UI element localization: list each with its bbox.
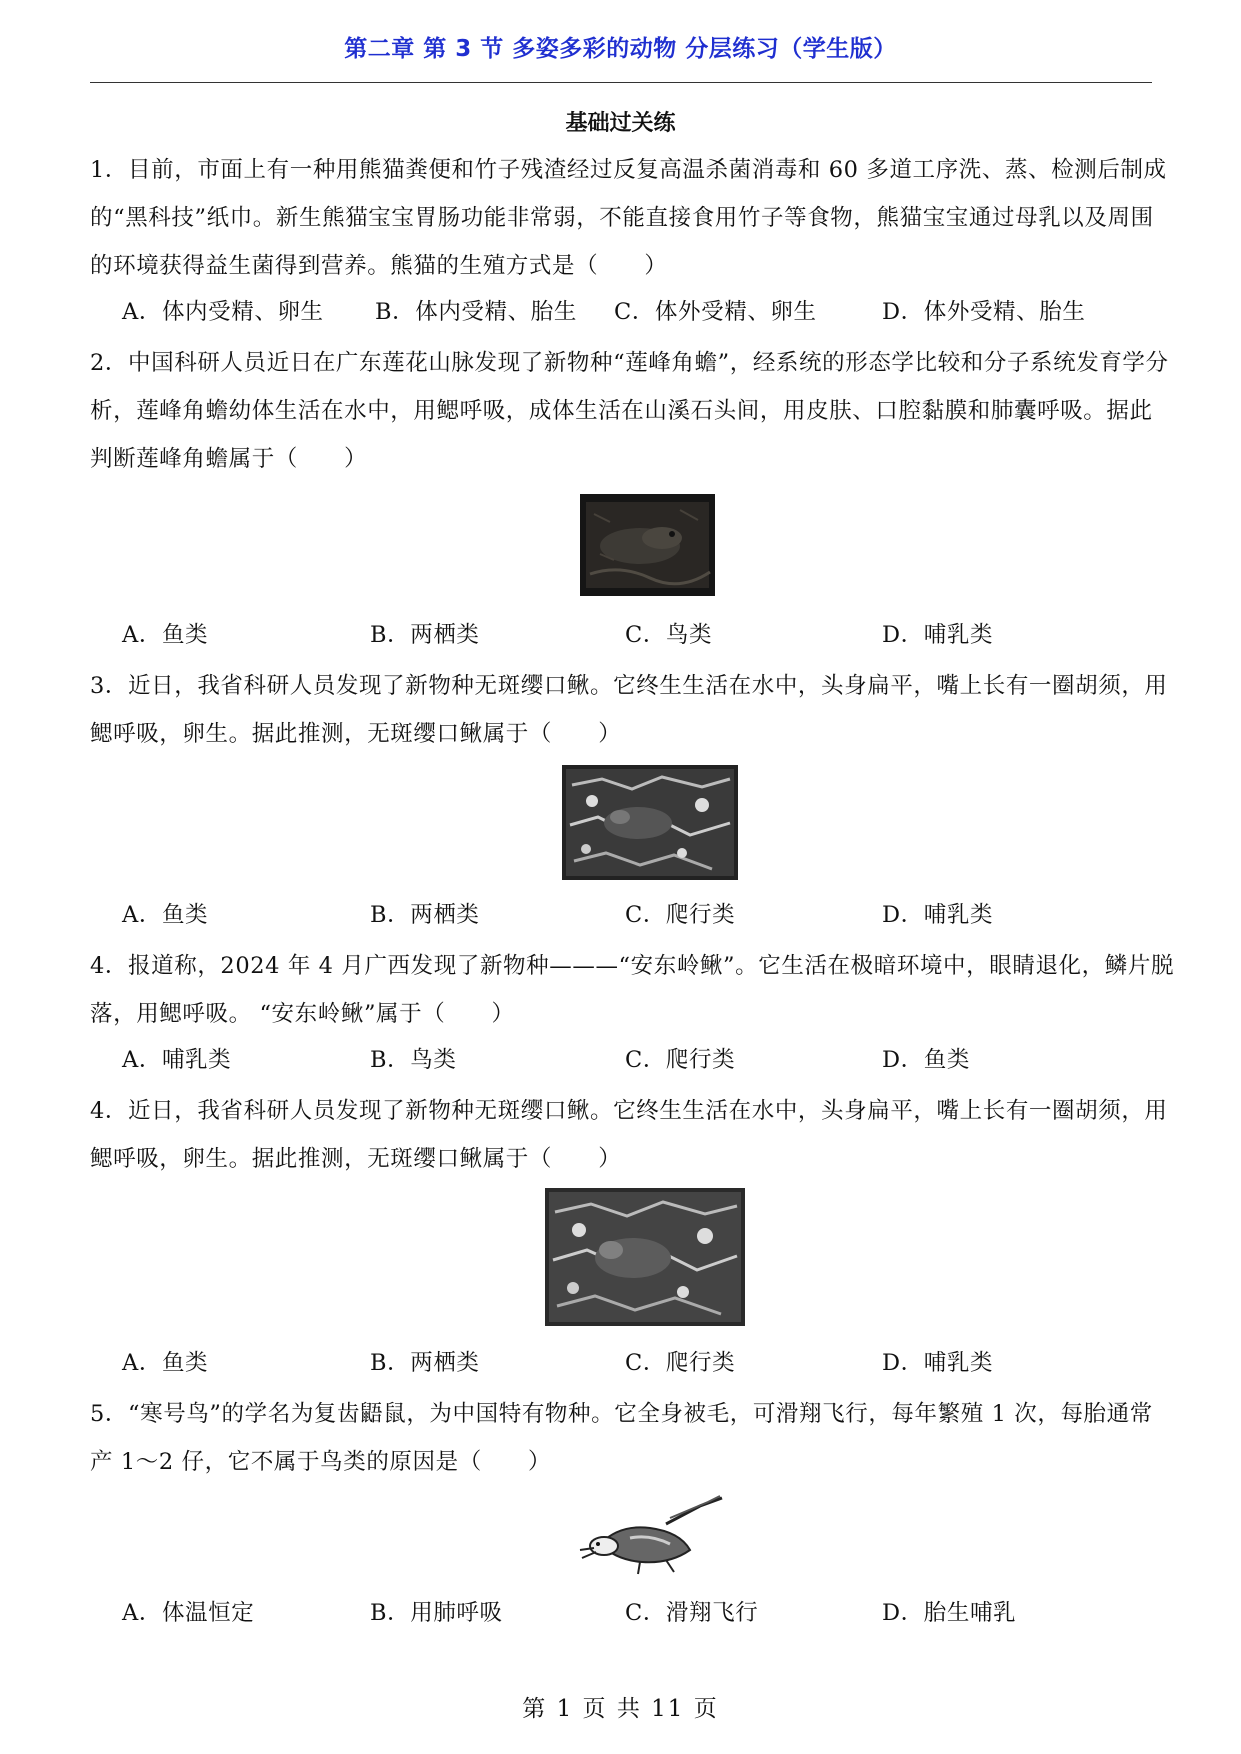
page-number: 第 1 页 共 11 页 — [522, 1696, 719, 1722]
loach-photo-2 — [545, 1188, 745, 1326]
header-rule — [90, 82, 1152, 83]
option-d[interactable]: D．哺乳类 — [882, 902, 994, 928]
question-4b-options — [122, 1345, 1122, 1385]
option-a[interactable]: A．鱼类 — [122, 902, 209, 928]
option-a[interactable]: A．体内受精、卵生 — [122, 299, 324, 325]
option-c[interactable]: C．滑翔飞行 — [625, 1600, 759, 1626]
option-c[interactable]: C．爬行类 — [625, 902, 736, 928]
question-2-options — [122, 617, 1122, 657]
option-a[interactable]: A．哺乳类 — [122, 1047, 232, 1073]
option-b[interactable]: B．两栖类 — [370, 902, 480, 928]
question-3-options — [122, 897, 1122, 937]
question-4b-text: 4．近日，我省科研人员发现了新物种无斑缨口鳅。它终生生活在水中，头身扁平，嘴上长有一圈胡须，用鳃呼吸，卵生。据此推测，无斑缨口鳅属于（ ） — [90, 1098, 1168, 1172]
option-d[interactable]: D．体外受精、胎生 — [882, 299, 1086, 325]
document-header: 第二章 第 3 节 多姿多彩的动物 分层练习（学生版） — [344, 36, 897, 62]
question-4-options — [122, 1042, 1122, 1082]
option-b[interactable]: B．体内受精、胎生 — [375, 299, 577, 325]
option-d[interactable]: D．鱼类 — [882, 1047, 970, 1073]
option-d[interactable]: D．哺乳类 — [882, 1350, 994, 1376]
question-5-text: 5．“寒号鸟”的学名为复齿鼯鼠，为中国特有物种。它全身被毛，可滑翔飞行，每年繁殖 1 次，每胎通常产 1～2 仔，它不属于鸟类的原因是（ ） — [90, 1401, 1153, 1475]
question-2-text: 2．中国科研人员近日在广东莲花山脉发现了新物种“莲峰角蟾”，经系统的形态学比较和分子系统发育学分析，莲峰角蟾幼体生活在水中，用鳃呼吸，成体生活在山溪石头间，用皮肤、口腔黏膜和肺囊呼吸。据此判断莲峰角蟾属于（ ） — [90, 350, 1169, 472]
option-c[interactable]: C．爬行类 — [625, 1350, 736, 1376]
flying-squirrel-drawing — [570, 1488, 730, 1578]
question-3-text: 3．近日，我省科研人员发现了新物种无斑缨口鳅。它终生生活在水中，头身扁平，嘴上长有一圈胡须，用鳃呼吸，卵生。据此推测，无斑缨口鳅属于（ ） — [90, 673, 1168, 747]
section-title: 基础过关练 — [565, 111, 676, 136]
option-b[interactable]: B．两栖类 — [370, 1350, 480, 1376]
option-a[interactable]: A．体温恒定 — [122, 1600, 255, 1626]
toad-photo — [580, 494, 715, 596]
question-4-text: 4．报道称，2024 年 4 月广西发现了新物种———“安东岭鳅”。它生活在极暗环境中，眼睛退化，鳞片脱落，用鳃呼吸。 “安东岭鳅”属于（ ） — [90, 953, 1175, 1027]
loach-photo — [562, 765, 738, 880]
option-d[interactable]: D．哺乳类 — [882, 622, 994, 648]
option-c[interactable]: C．鸟类 — [625, 622, 713, 648]
question-1-text: 1．目前，市面上有一种用熊猫粪便和竹子残渣经过反复高温杀菌消毒和 60 多道工序洗、蒸、检测后制成的“黑科技”纸巾。新生熊猫宝宝胃肠功能非常弱，不能直接食用竹子等食物，熊猫宝宝通过母乳以及周围的环境获得益生菌得到营养。熊猫的生殖方式是（ ） — [90, 157, 1167, 279]
option-a[interactable]: A．鱼类 — [122, 1350, 209, 1376]
option-c[interactable]: C．爬行类 — [625, 1047, 736, 1073]
option-b[interactable]: B．两栖类 — [370, 622, 480, 648]
option-d[interactable]: D．胎生哺乳 — [882, 1600, 1017, 1626]
question-5-options — [122, 1595, 1122, 1635]
option-b[interactable]: B．用肺呼吸 — [370, 1600, 503, 1626]
option-c[interactable]: C．体外受精、卵生 — [614, 299, 817, 325]
question-1-options — [122, 294, 1122, 334]
option-a[interactable]: A．鱼类 — [122, 622, 209, 648]
option-b[interactable]: B．鸟类 — [370, 1047, 457, 1073]
